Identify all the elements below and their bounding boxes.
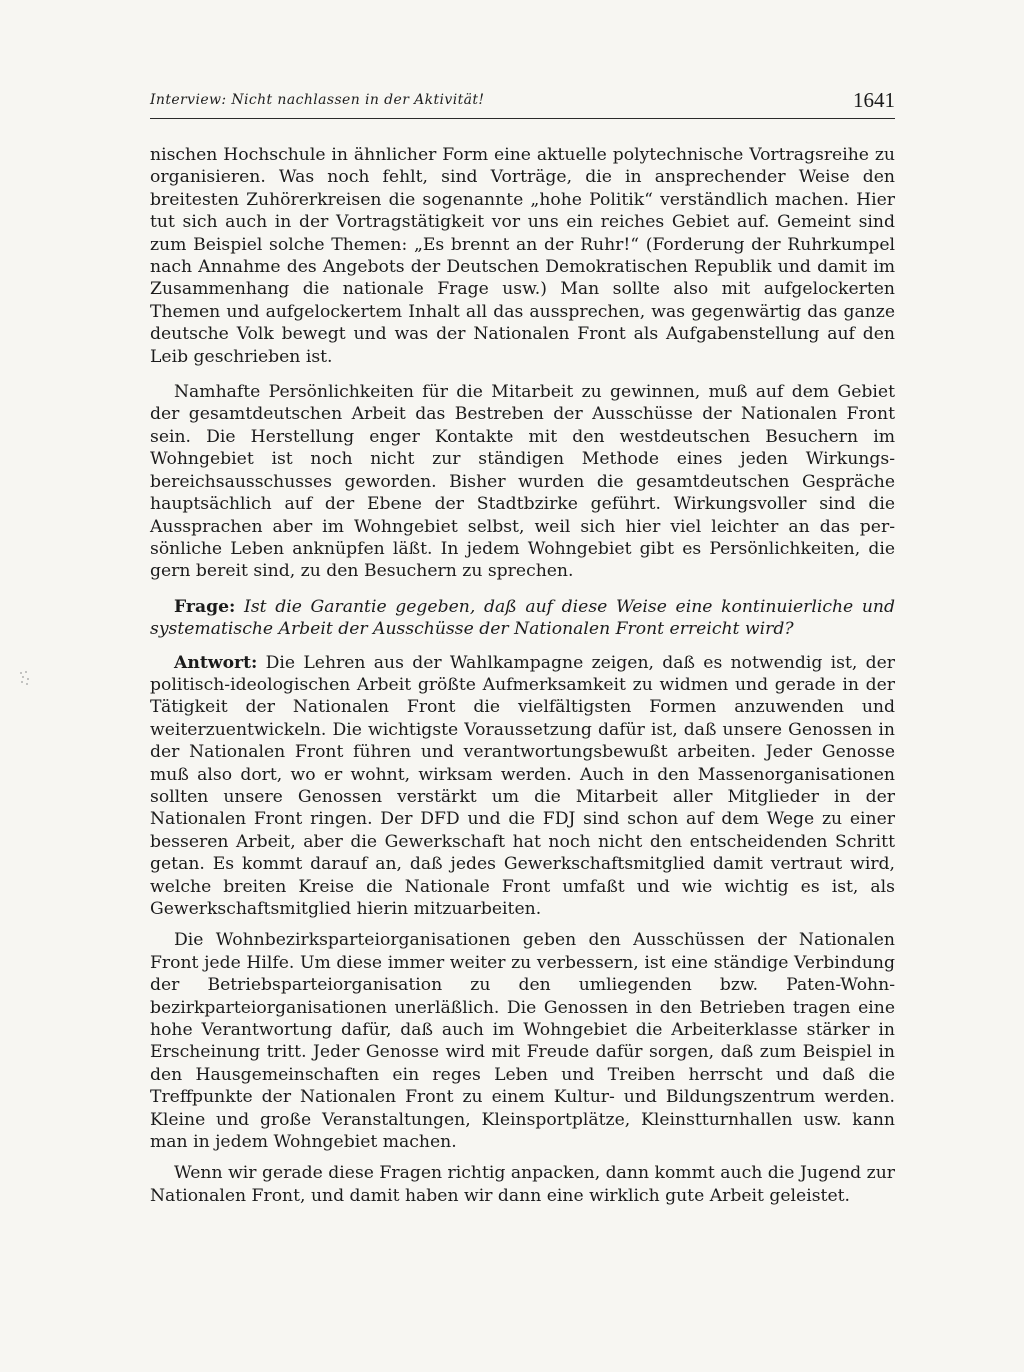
answer-label: Antwort: xyxy=(174,652,258,673)
question-label: Frage: xyxy=(174,596,236,617)
paragraph: Namhafte Persönlichkeiten für die Mitarbeit zu gewinnen, muß auf dem Gebiet der gesamtdeutschen Arbeit das Bestreben der Ausschüsse der Nationalen Front sein. Die Herstellung enger Kontakte mit den westdeutschen Besuchern im Wohngebiet ist noch nicht zur ständigen Methode eines jeden Wirkungsbereichsausschusses geworden. Bisher wurden die gesamtdeutschen Gespräche hauptsächlich auf der Ebene der Stadtbzirke geführt. Wirkungsvoller sind die Aussprachen aber im Wohngebiet selbst, weil sich hier viel leichter an das persönliche Leben anknüpfen läßt. In jedem Wohngebiet gibt es Persönlichkeiten, die gern bereit sind, zu den Besuchern zu sprechen. xyxy=(150,382,895,582)
answer-paragraph xyxy=(150,652,895,921)
paragraph: Wenn wir gerade diese Fragen richtig anpacken, dann kommt auch die Jugend zur Nationalen Front, und damit haben wir dann eine wirklich gute Arbeit geleistet. xyxy=(150,1163,895,1206)
paragraph: Die Wohnbezirksparteiorganisationen geben den Ausschüssen der Nationalen Front jede Hilfe. Um diese immer weiter zu verbessern, ist eine ständige Verbindung der Betriebsparteiorganisation zu den umliegenden bzw. Paten-Wohnbezirkparteiorganisationen unerläßlich. Die Genossen in den Betrieben tragen eine hohe Verantwortung dafür, daß auch im Wohngebiet die Arbeiterklasse stärker in Erscheinung tritt. Jeder Genosse wird mit Freude dafür sorgen, daß zum Beispiel in den Hausgemeinschaften ein reges Leben und Treiben herrscht und daß die Treffpunkte der Nationalen Front zu einem Kultur- und Bildungszentrum werden. Kleine und große Veranstaltungen, Kleinsportplätze, Kleinstturnhallen usw. kann man in jedem Wohngebiet machen. xyxy=(150,930,895,1153)
question-text: Ist die Garantie gegeben, daß auf diese Weise eine kontinuierliche und systematische Arbeit der Ausschüsse der Nationalen Front erreicht wird? xyxy=(150,596,895,640)
article-body xyxy=(150,144,895,1207)
page-number: 1641 xyxy=(853,88,895,112)
scan-speck xyxy=(18,670,32,686)
paragraph-continuation: nischen Hochschule in ähnlicher Form eine aktuelle polytechnische Vortragsreihe zu organisieren. Was noch fehlt, sind Vorträge, die in ansprechender Weise den breitesten Zuhörerkreisen die sogenannte „hohe Politik“ verständlich machen. Hier tut sich auch in der Vortragstätigkeit vor uns ein reiches Gebiet auf. Gemeint sind zum Beispiel solche Themen: „Es brennt an der Ruhr!“ (Forderung der Ruhrkumpel nach Annahme des Angebots der Deutschen Demokratischen Republik und damit im Zusammenhang die nationale Frage usw.) Man sollte also mit aufgelockerten Themen und aufgelockertem Inhalt all das aussprechen, was gegenwärtig das ganze deutsche Volk bewegt und was der Nationalen Front als Aufgabenstellung auf den Leib geschrieben ist. xyxy=(150,145,895,367)
question-paragraph xyxy=(150,596,895,641)
running-title: Interview: Nicht nachlassen in der Aktivität! xyxy=(150,92,485,108)
page-header xyxy=(150,88,895,119)
answer-text: Die Lehren aus der Wahlkampagne zeigen, daß es notwendig ist, der politisch-ideologischen Arbeit größte Aufmerksamkeit zu widmen und gerade in der Tätigkeit der Nationalen Front die vielfältigsten Formen anzuwenden und weiterzuentwickeln. Die wichtigste Voraussetzung dafür ist, daß unsere Genossen in der Nationalen Front führen und verantwortungsbewußt arbeiten. Jeder Genosse muß also dort, wo er wohnt, wirksam werden. Auch in den Massenorganisationen sollten unsere Genossen verstärkt um die Mitarbeit aller Mitglieder in der Nationalen Front ringen. Der DFD und die FDJ sind schon auf dem Wege zu einer besseren Arbeit, aber die Gewerkschaft hat noch nicht den entscheidenden Schritt getan. Es kommt darauf an, daß jedes Gewerkschaftsmitglied damit vertraut wird, welche breiten Kreise die Nationale Front umfaßt und wie wichtig es ist, als Gewerkschaftsmitglied hierin mitzuarbeiten. xyxy=(150,652,895,919)
